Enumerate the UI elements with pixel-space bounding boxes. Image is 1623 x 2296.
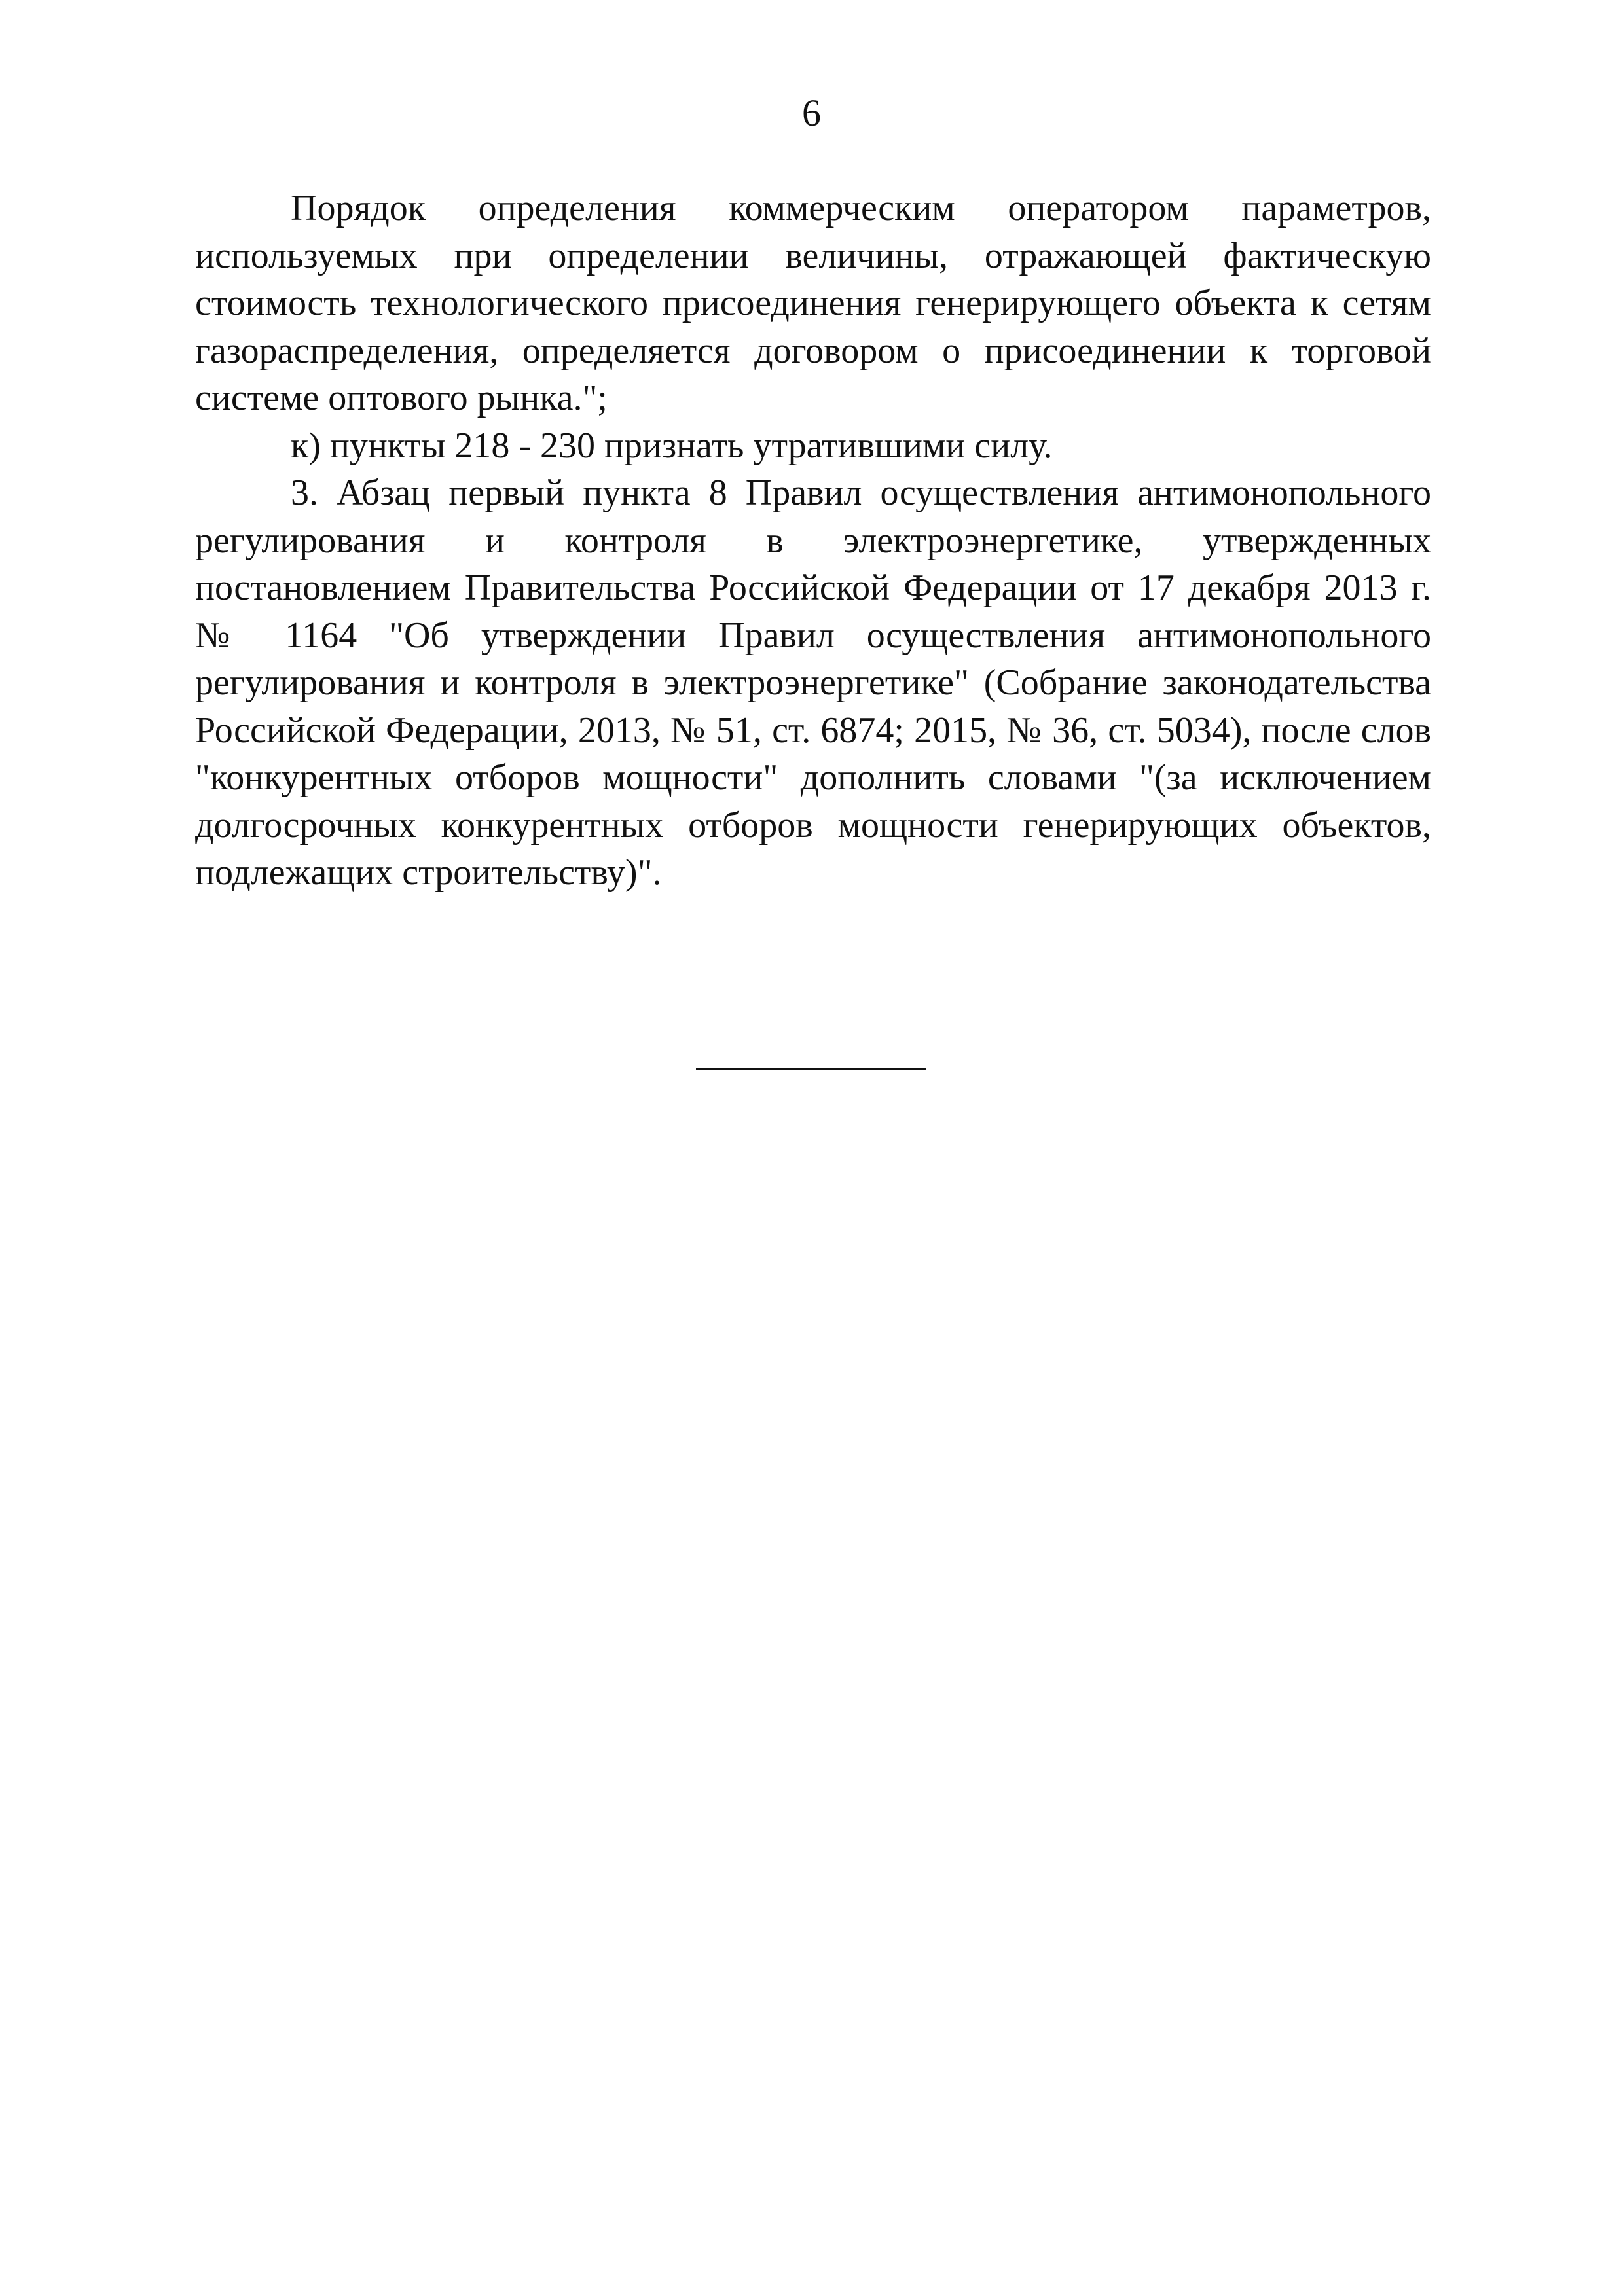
page-number: 6 <box>802 92 821 134</box>
paragraph-item-3: 3. Абзац первый пункта 8 Правил осуществления антимонопольного регулирования и контроля в электроэнергетике, утвержденных постановлением Правительства Российской Федерации от 17 декабря 2013 г. № 1164 "Об утверждении Правил осуществления антимонопольного регулирования и контроля в электроэнергетике" (Собрание законодательства Российской Федерации, 2013, № 51, ст. 6874; 2015, № 36, ст. 5034), после слов "конкурентных отборов мощности" дополнить словами "(за исключением долгосрочных конкурентных отборов мощности генерирующих объектов, подлежащих строительству)". <box>195 473 1431 893</box>
paragraph-item-k: к) пункты 218 - 230 признать утратившими силу. <box>291 425 1053 466</box>
paragraph-connection-order: Порядок определения коммерческим оператором параметров, используемых при определении величины, отражающей фактическую стоимость технологического присоединения генерирующего объекта к сетям газораспределения, определяется договором о присоединении к торговой системе оптового рынка."; <box>195 188 1431 418</box>
document-body <box>195 185 1431 897</box>
end-separator-line <box>696 1068 926 1070</box>
